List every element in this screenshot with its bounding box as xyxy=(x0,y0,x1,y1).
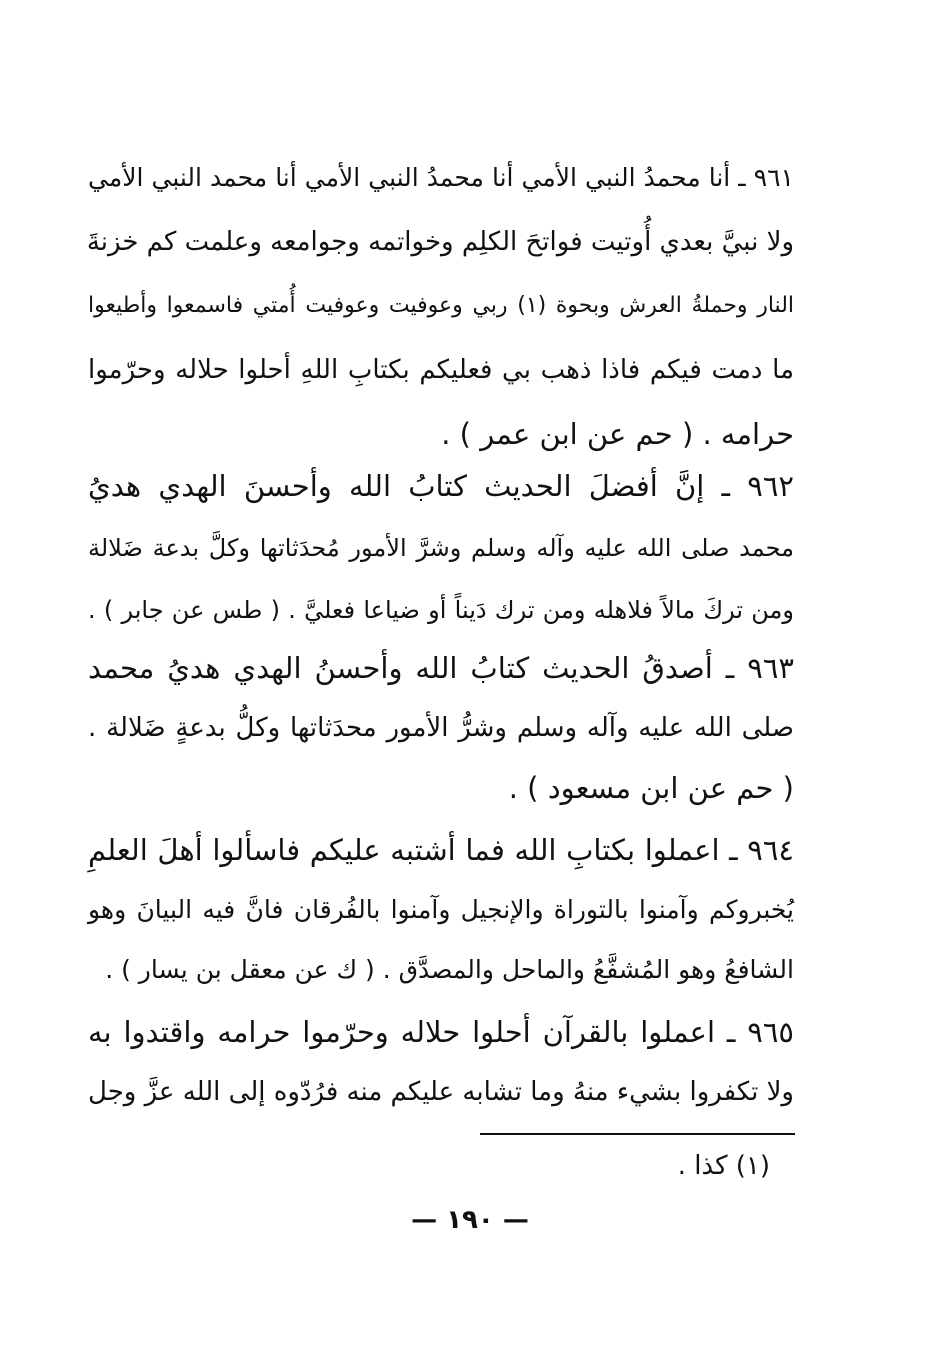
text-line: حرامه . ( حم عن ابن عمر ) . xyxy=(441,417,794,451)
text-line: الشافعُ وهو المُشفَّعُ والماحل والمصدَّق . ( ك عن معقل بن يسار ) . xyxy=(105,955,794,984)
text-line: النار وحملةُ العرش وبحوة (١) ربي وعوفيت وعوفيت أُمتي فاسمعوا وأطيعوا xyxy=(88,293,795,318)
text-line: ( حم عن ابن مسعود ) . xyxy=(508,771,794,805)
text-line: ٩٦٤ ـ اعملوا بكتابِ الله فما أشتبه عليكم فاسألوا أهلَ العلمِ xyxy=(88,833,794,867)
footnote-divider xyxy=(480,1133,795,1135)
text-line: صلى الله عليه وآله وسلم وشرُّ الأمور محدَثاتها وكلُّ بدعةٍ ضَلالة . xyxy=(88,713,794,743)
text-line: ٩٦٥ ـ اعملوا بالقرآن أحلوا حلاله وحرّموا حرامه واقتدوا به xyxy=(88,1015,794,1049)
page-number: — ١٩٠ — xyxy=(411,1205,529,1235)
text-line: يُخبروكم وآمنوا بالتوراة والإنجيل وآمنوا بالفُرقان فانَّ فيه البيانَ وهو xyxy=(88,895,794,924)
text-line: ٩٦٣ ـ أصدقُ الحديث كتابُ الله وأحسنُ الهدي هديُ محمد xyxy=(88,651,794,685)
text-line: ما دمت فيكم فاذا ذهب بي فعليكم بكتابِ اللهِ أحلوا حلاله وحرّموا xyxy=(88,355,794,385)
text-line: ٩٦١ ـ أنا محمدُ النبي الأمي أنا محمدُ النبي الأمي أنا محمد النبي الأمي xyxy=(88,163,794,192)
text-line: ٩٦٢ ـ إنَّ أفضلَ الحديث كتابُ الله وأحسنَ الهدي هديُ xyxy=(88,469,794,503)
footnote: (١) كذا . xyxy=(677,1151,770,1181)
text-line: ولا تكفروا بشيء منهُ وما تشابه عليكم منه فرُدّوه إلى الله عزَّ وجل xyxy=(88,1077,794,1107)
text-line: ومن تركَ مالاً فلاهله ومن ترك دَيناً أو ضياعا فعليَّ . ( طس عن جابر ) . xyxy=(88,596,794,624)
text-line: ولا نبيَّ بعدي أُوتيت فواتحَ الكلِم وخواتمه وجوامعه وعلمت كم خزنةَ xyxy=(86,227,794,257)
text-line: محمد صلى الله عليه وآله وسلم وشرَّ الأمور مُحدَثاتها وكلَّ بدعة ضَلالة xyxy=(88,534,794,562)
